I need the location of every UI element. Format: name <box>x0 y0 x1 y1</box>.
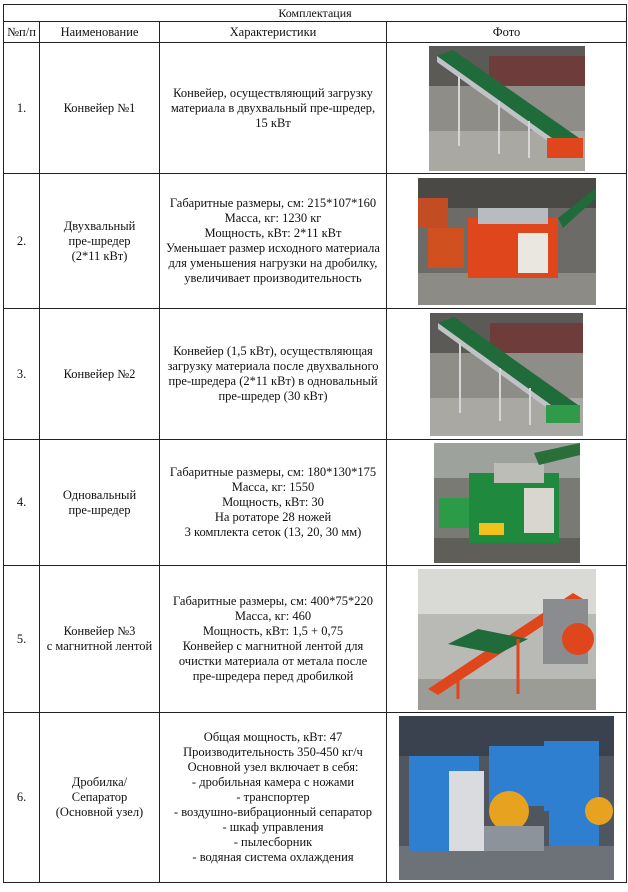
spec-line: - воздушно-вибрационный сепаратор <box>173 805 373 819</box>
item-name-line: Конвейер №3 <box>63 624 136 638</box>
row-number: 5. <box>4 566 40 713</box>
item-name-line: пре-шредер <box>68 233 131 248</box>
row-number: 1. <box>4 43 40 174</box>
spec-line: Габаритные размеры, см: 400*75*220 <box>172 594 373 608</box>
spec-line: Мощность, кВт: 1,5 + 0,75 <box>202 624 344 638</box>
table-title: Комплектация <box>4 5 627 22</box>
spec-line: Производительность 350-450 кг/ч <box>183 745 363 759</box>
item-name <box>40 440 160 566</box>
table-row <box>4 43 627 174</box>
item-specs <box>160 309 387 440</box>
spec-line: - водяная система охлаждения <box>192 850 354 864</box>
table-row <box>4 174 627 309</box>
spec-line: Масса, кг: 460 <box>234 609 312 623</box>
spec-line: загрузку материала после двухвального <box>167 359 379 373</box>
photo-cell <box>387 43 627 174</box>
spec-line: Конвейер (1,5 кВт), осуществляющая <box>173 344 373 358</box>
item-name-line: пре-шредер <box>68 502 131 517</box>
item-name-line: Сепаратор <box>71 790 128 804</box>
item-name-line: Двухвальный <box>63 218 136 233</box>
header-specs: Характеристики <box>160 22 387 43</box>
photo-cell <box>387 174 627 309</box>
photo-cell <box>387 440 627 566</box>
equipment-table <box>3 4 627 883</box>
crusher-separator-photo <box>399 716 614 880</box>
photo-cell <box>387 713 627 883</box>
item-name <box>40 174 160 309</box>
item-name <box>40 566 160 713</box>
item-name-line: Дробилка/ <box>71 775 128 789</box>
spec-line: - пылесборник <box>233 835 313 849</box>
conveyor-photo <box>430 313 583 436</box>
table-row <box>4 309 627 440</box>
header-name: Наименование <box>40 22 160 43</box>
table-row <box>4 713 627 883</box>
spec-line: пре-шредер (30 кВт) <box>218 389 328 403</box>
double-shaft-shredder-photo <box>418 178 596 305</box>
row-number: 3. <box>4 309 40 440</box>
item-name <box>40 713 160 883</box>
spec-line: Основной узел включает в себя: <box>187 760 359 774</box>
spec-line: 3 комплекта сеток (13, 20, 30 мм) <box>184 525 362 539</box>
spec-line: - шкаф управления <box>222 820 324 834</box>
spec-line: - транспортер <box>236 790 310 804</box>
spec-line: Габаритные размеры, см: 215*107*160 <box>169 196 377 210</box>
item-name <box>40 43 160 174</box>
single-shaft-shredder-photo <box>434 443 580 563</box>
item-name-line: Одновальный <box>62 487 137 502</box>
item-specs <box>160 566 387 713</box>
spec-line: Конвейер с магнитной лентой для <box>182 639 364 653</box>
table-row <box>4 440 627 566</box>
item-name-line: с магнитной лентой <box>46 639 153 653</box>
item-name <box>40 309 160 440</box>
spec-line: Мощность, кВт: 30 <box>222 495 324 509</box>
row-number: 2. <box>4 174 40 309</box>
spec-line: пре-шредера (2*11 кВт) в одновальный <box>168 374 378 388</box>
spec-line: материала в двухвальный пре-шредер, <box>170 100 376 115</box>
item-name-line: (2*11 кВт) <box>71 248 128 263</box>
spec-line: Общая мощность, кВт: 47 <box>203 730 343 744</box>
spec-line: - дробильная камера с ножами <box>191 775 355 789</box>
spec-line: Масса, кг: 1230 кг <box>224 211 322 225</box>
row-number: 4. <box>4 440 40 566</box>
spec-line: пре-шредера перед дробилкой <box>192 669 354 683</box>
row-number: 6. <box>4 713 40 883</box>
magnetic-conveyor-photo <box>418 569 596 710</box>
spec-line: Конвейер, осуществляющий загрузку <box>173 85 373 100</box>
item-name-line: Конвейер №1 <box>63 100 136 115</box>
spec-line: На ротаторе 28 ножей <box>214 510 332 524</box>
spec-line: Габаритные размеры, см: 180*130*175 <box>169 465 377 479</box>
table-row <box>4 566 627 713</box>
photo-cell <box>387 309 627 440</box>
spec-line: увеличивает производительность <box>184 271 362 285</box>
spec-line: для уменьшения нагрузки на дробилку, <box>168 256 378 270</box>
item-specs <box>160 713 387 883</box>
spec-line: Масса, кг: 1550 <box>231 480 315 494</box>
spec-line: Уменьшает размер исходного материала <box>166 241 380 255</box>
spec-line: Мощность, кВт: 2*11 кВт <box>204 226 342 240</box>
item-specs <box>160 43 387 174</box>
spec-line: очистки материала от метала после <box>178 654 368 668</box>
header-num: №п/п <box>4 22 40 43</box>
spec-line: 15 кВт <box>255 115 291 130</box>
item-specs <box>160 174 387 309</box>
item-specs <box>160 440 387 566</box>
conveyor-photo <box>429 46 585 171</box>
item-name-line: Конвейер №2 <box>63 366 136 381</box>
header-photo: Фото <box>387 22 627 43</box>
photo-cell <box>387 566 627 713</box>
item-name-line: (Основной узел) <box>55 805 144 819</box>
